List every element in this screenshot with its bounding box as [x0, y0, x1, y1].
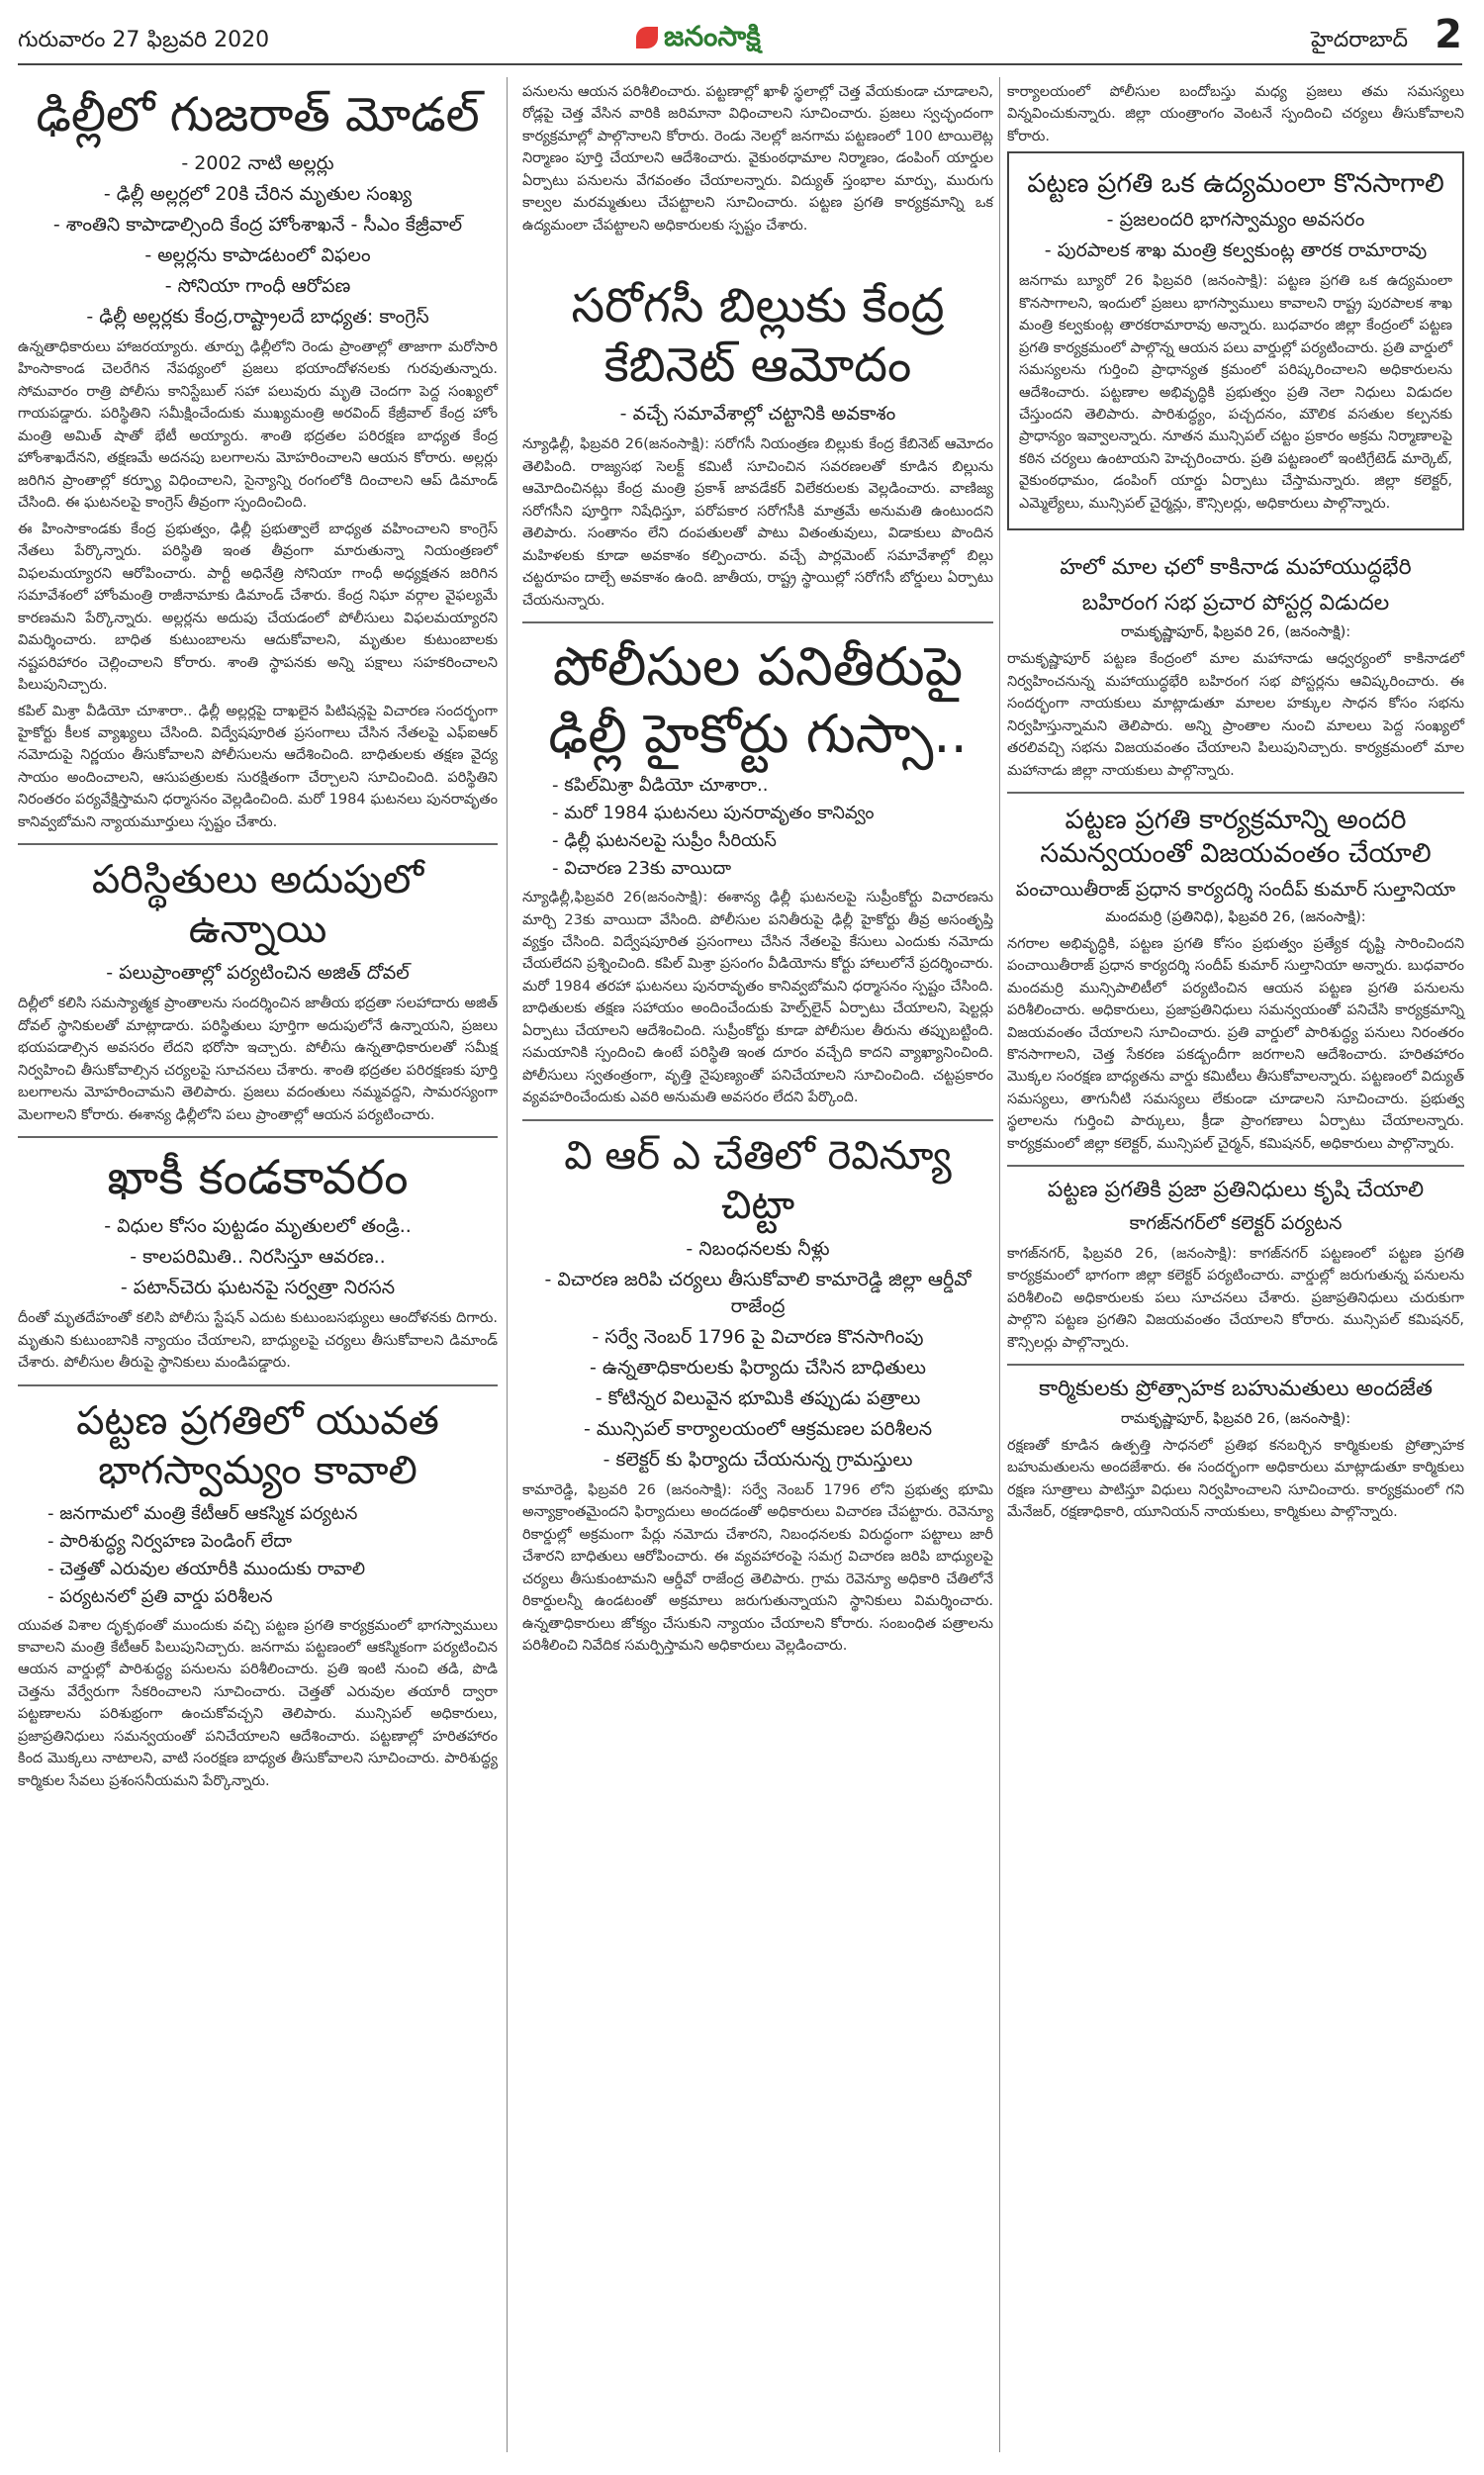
headline-pattana-pragathi-movement: పట్టణ ప్రగతి ఒక ఉద్యమంలా కొనసాగాలి: [1027, 168, 1444, 200]
divider: [18, 1384, 498, 1386]
kicker: - పురపాలక శాఖ మంత్రి కల్వకుంట్ల తారక రామారావు: [1044, 239, 1428, 262]
kicker: - సర్వే నెంబర్ 1796 పై విచారణ కొనసాగింపు: [592, 1325, 924, 1348]
divider: [1007, 1165, 1464, 1167]
kicker: - చెత్తతో ఎరువుల తయారీకి ముందుకు రావాలి: [47, 1558, 366, 1579]
headline-youth-participation: పట్టణ ప్రగతిలో యువత భాగస్వామ్యం కావాలి: [76, 1397, 439, 1493]
kicker: - కాలపరిమితి.. నిరసిస్తూ ఆవరణ..: [130, 1246, 386, 1269]
article-body: ఉన్నతాధికారులు హాజరయ్యారు. తూర్పు ఢిల్లీలోని రెండు ప్రాంతాల్లో తాజాగా మరోసారి హింసాకాండ చెలరేగిన నేపథ్యంలో ప్రజలు భయాందోళనలకు గురవుతున్నారు. సోమవారం రాత్రి పోలీసు కానిస్టేబుల్ సహా పలువురు మృతి చెందగా పెద్ద సంఖ్యలో గాయపడ్డారు. పరిస్థితిని సమీక్షించేందుకు ముఖ్యమంత్రి అరవింద్ కేజ్రీవాల్ కేంద్ర హోం మంత్రి అమిత్ షాతో భేటీ అయ్యారు. శాంతి భద్రతల పరిరక్షణ బాధ్యత కేంద్ర హోంశాఖదేనని, తక్షణమే అదనపు బలగాలను మోహరించాలని ఆయన కోరారు. అల్లర్లు జరిగిన ప్రాంతాల్లో కర్ఫ్యూ విధించాలని, సైన్యాన్ని రంగంలోకి దించాలని ఆప్ డిమాండ్ చేసింది. ఈ ఘటనలపై కాంగ్రెస్ తీవ్రంగా స్పందించింది.: [18, 339, 498, 512]
article-body: న్యూఢిల్లీ, ఫిబ్రవరి 26(జనంసాక్షి): సరోగసీ నియంత్రణ బిల్లుకు కేంద్ర కేబినెట్ ఆమోదం తెలిపింది. రాజ్యసభ సెలక్ట్ కమిటీ సూచించిన సవరణలతో కూడిన బిల్లును ఆమోదించినట్లు కేంద్ర మంత్రి ప్రకాశ్ జావడేకర్ విలేకరులకు వెల్లడించారు. వాణిజ్య సరోగసీని పూర్తిగా నిషేధిస్తూ, పరోపకార సరోగసీకి మాత్రమే అనుమతి ఉంటుందని తెలిపారు. సంతానం లేని దంపతులతో పాటు వితంతువులు, విడాకులు పొందిన మహిళలకు కూడా అవకాశం కల్పించారు. వచ్చే పార్లమెంట్ సమావేశాల్లో బిల్లు చట్టరూపం దాల్చే అవకాశం ఉంది. జాతీయ, రాష్ట్ర స్థాయిల్లో సరోగసీ బోర్డులు ఏర్పాటు చేయనున్నారు.: [522, 436, 993, 609]
dateline: మందమర్రి (ప్రతినిధి), ఫిబ్రవరి 26, (జనంసాక్షి):: [1105, 908, 1366, 925]
kicker: - మరో 1984 ఘటనలు పునరావృతం కానివ్వం: [552, 803, 875, 824]
subheadline-posters: బహిరంగ సభ ప్రచార పోస్టర్ల విడుదల: [1081, 590, 1390, 616]
headline-khaki: ఖాకీ కండకావరం: [107, 1150, 409, 1206]
kicker: - ఢిల్లీ అల్లర్లలో 20కి చేరిన మృతుల సంఖ్య: [103, 183, 413, 205]
divider: [1007, 792, 1464, 794]
kicker: - అల్లర్లను కాపాడటంలో విఫలం: [144, 244, 371, 266]
article-body: యువత విశాల దృక్పథంతో ముందుకు వచ్చి పట్టణ ప్రగతి కార్యక్రమంలో భాగస్వాములు కావాలని మంత్రి కేటీఆర్ పిలుపునిచ్చారు. జనగామ పట్టణంలో ఆకస్మికంగా పర్యటించిన ఆయన వార్డుల్లో పారిశుద్ధ్య పనులను పరిశీలించారు. ప్రతి ఇంటి నుంచి తడి, పొడి చెత్తను వేర్వేరుగా సేకరించాలని సూచించారు. చెత్తతో ఎరువుల తయారీ ద్వారా పట్టణాలను పరిశుభ్రంగా ఉంచుకోవచ్చని తెలిపారు. మున్సిపల్ అధికారులు, ప్రజాప్రతినిధులు సమన్వయంతో పనిచేయాలని ఆదేశించారు. పట్టణాల్లో హరితహారం కింద మొక్కలు నాటాలని, వాటి సంరక్షణ బాధ్యత తీసుకోవాలని సూచించారు. పారిశుద్ధ్య కార్మికుల సేవలు ప్రశంసనీయమని పేర్కొన్నారు.: [18, 1617, 498, 1789]
article-body: రామకృష్ణాపూర్ పట్టణ కేంద్రంలో మాల మహానాడు ఆధ్వర్యంలో కాకినాడలో నిర్వహించనున్న మహాయుద్ధభేరి బహిరంగ సభ పోస్టర్లను ఆవిష్కరించారు. ఈ సందర్భంగా నాయకులు మాట్లాడుతూ మాలల హక్కుల సాధన కోసం సభను నిర్వహిస్తున్నామని తెలిపారు. అన్ని ప్రాంతాల నుంచి మాలలు పెద్ద సంఖ్యలో తరలివచ్చి సభను విజయవంతం చేయాలని పిలుపునిచ్చారు. కార్యక్రమంలో మాల మహానాడు జిల్లా నాయకులు పాల్గొన్నారు.: [1007, 651, 1464, 779]
kicker: - 2002 నాటి అల్లర్లు: [181, 152, 334, 174]
headline-public-representatives: పట్టణ ప్రగతికి ప్రజా ప్రతినిధులు కృషి చేయాలి: [1047, 1178, 1425, 1203]
leaf-logo-icon: [636, 27, 658, 48]
column-2: [522, 77, 993, 1661]
kicker: - మున్సిపల్ కార్యాలయంలో ఆక్రమణల పరిశీలన: [583, 1417, 933, 1440]
issue-date: గురువారం 27 ఫిబ్రవరి 2020: [18, 28, 270, 52]
headline-mala-kakinada: హలో మాల ఛలో కాకినాడ మహాయుద్ధభేరి: [1060, 555, 1412, 581]
page-number: 2: [1435, 12, 1462, 57]
kicker: - ఢిల్లీ అల్లర్లకు కేంద్ర,రాష్ట్రాలదే బాధ్యత: కాంగ్రెస్: [86, 306, 429, 328]
article-body: న్యూఢిల్లీ,ఫిబ్రవరి 26(జనంసాక్షి): ఈశాన్య ఢిల్లీ ఘటనలపై సుప్రీంకోర్టు విచారణను మార్చి 23కు వాయిదా వేసింది. పోలీసుల పనితీరుపై ఢిల్లీ హైకోర్టు తీవ్ర అసంతృప్తి వ్యక్తం చేసింది. విద్వేషపూరిత ప్రసంగాలు చేసిన నేతలపై కేసులు ఎందుకు నమోదు చేయలేదని ప్రశ్నించింది. కపిల్ మిశ్రా ప్రసంగం వీడియోను కోర్టు హాలులోనే ప్రదర్శించారు. మరో 1984 తరహా ఘటనలు పునరావృతం కానివ్వబోమని ధర్మాసనం స్పష్టం చేసింది. బాధితులకు తక్షణ సహాయం అందించేందుకు హెల్ప్‌లైన్ ఏర్పాటు చేయాలని, షెల్టర్లు ఏర్పాటు చేయాలని ఆదేశించింది. సుప్రీంకోర్టు కూడా పోలీసుల తీరును తప్పుబట్టింది. సమయానికి స్పందించి ఉంటే పరిస్థితి ఇంత దూరం వచ్చేది కాదని వ్యాఖ్యానించింది. పోలీసులు స్వతంత్రంగా, వృత్తి నైపుణ్యంతో పనిచేయాలని సూచించింది. చట్టప్రకారం వ్యవహరించేందుకు ఎవరి అనుమతి అవసరం లేదని పేర్కొంది.: [522, 890, 993, 1106]
kicker: - విధుల కోసం పుట్టడం మృతులలో తండ్రి..: [104, 1215, 412, 1238]
article-box: [1007, 151, 1464, 530]
headline-high-court: పోలీసుల పనితీరుపై ఢిల్లీ హైకోర్టు గుస్సా..: [548, 635, 968, 765]
divider: [522, 1119, 993, 1121]
article-body: దిల్లీలో కలిసి సమస్యాత్మక ప్రాంతాలను సందర్శించిన జాతీయ భద్రతా సలహాదారు అజిత్ దోవల్ స్థానికులతో మాట్లాడారు. పరిస్థితులు పూర్తిగా అదుపులోనే ఉన్నాయని, ప్రజలు భయపడాల్సిన అవసరం లేదని భరోసా ఇచ్చారు. పోలీసు ఉన్నతాధికారులతో సమీక్ష నిర్వహించి తీసుకోవాల్సిన చర్యలపై సూచనలు చేశారు. శాంతి భద్రతల పరిరక్షణకు పూర్తి బలగాలను మోహరించామని తెలిపారు. ప్రజలు వదంతులు నమ్మవద్దని, సామరస్యంగా మెలగాలని కోరారు. ఈశాన్య ఢిల్లీలోని పలు ప్రాంతాల్లో ఆయన పర్యటించారు.: [18, 996, 498, 1123]
article-body: కాగజ్‌నగర్, ఫిబ్రవరి 26, (జనంసాక్షి): కాగజ్‌నగర్ పట్టణంలో పట్టణ ప్రగతి కార్యక్రమంలో భాగంగా జిల్లా కలెక్టర్ పర్యటించారు. వార్డుల్లో జరుగుతున్న పనులను పరిశీలించి అధికారులకు పలు సూచనలు చేశారు. ప్రజాప్రతినిధులు చురుకుగా పాల్గొని పట్టణ ప్రగతిని విజయవంతం చేయాలని కోరారు. మున్సిపల్ కమిషనర్, కౌన్సిలర్లు పాల్గొన్నారు.: [1007, 1245, 1464, 1351]
kicker: - విచారణ 23కు వాయిదా: [552, 858, 732, 880]
edition-city: [1311, 28, 1429, 57]
kicker: - శాంతిని కాపాడాల్సింది కేంద్ర హోంశాఖనే - సీఎం కేజ్రీవాల్: [52, 214, 463, 236]
kicker: - నిబంధనలకు నీళ్లు: [686, 1237, 830, 1260]
article-body: కామారెడ్డి, ఫిబ్రవరి 26 (జనంసాక్షి): సర్వే నెంబర్ 1796 లోని ప్రభుత్వ భూమి అన్యాక్రాంతమైందని ఫిర్యాదులు అందడంతో అధికారులు విచారణ చేపట్టారు. రెవెన్యూ రికార్డుల్లో అక్రమంగా పేర్లు నమోదు చేశారని, నిబంధనలకు విరుద్ధంగా పట్టాలు జారీ చేశారని బాధితులు ఆరోపించారు. ఈ వ్యవహారంపై సమగ్ర విచారణ జరిపి బాధ్యులపై చర్యలు తీసుకుంటామని ఆర్డీవో రాజేంద్ర తెలిపారు. గ్రామ రెవెన్యూ అధికారి చేతిలోనే రికార్డులన్నీ ఉండటంతో అక్రమాలు జరుగుతున్నాయని స్థానికులు విమర్శించారు. ఉన్నతాధికారులు జోక్యం చేసుకుని న్యాయం చేయాలని కోరారు. సంబంధిత పత్రాలను పరిశీలించి నివేదిక సమర్పిస్తామని అధికారులు వెల్లడించారు.: [522, 1481, 993, 1654]
kicker: - కోటిన్నర విలువైన భూమికి తప్పుడు పత్రాలు: [595, 1386, 921, 1409]
kicker: - ఉన్నతాధికారులకు ఫిర్యాదు చేసిన బాధితులు: [590, 1356, 926, 1379]
headline-situation-under-control: పరిస్థితులు అదుపులో ఉన్నాయి: [91, 857, 424, 953]
column-3: [1007, 77, 1464, 1528]
divider: [522, 621, 993, 623]
kicker: - కపిల్‌మిశ్రా వీడియో చూశారా..: [552, 775, 769, 797]
article-body: పనులను ఆయన పరిశీలించారు. పట్టణాల్లో ఖాళీ స్థలాల్లో చెత్త వేయకుండా చూడాలని, రోడ్లపై చెత్త వేసిన వారికి జరిమానా విధించాలని సూచించారు. ప్రజలు స్వచ్ఛందంగా కార్యక్రమాల్లో పాల్గొనాలని కోరారు. రెండు నెలల్లో జనగామ పట్టణంలో 100 టాయిలెట్ల నిర్మాణం పూర్తి చేయాలని ఆదేశించారు. వైకుంఠధామాల నిర్మాణం, డంపింగ్ యార్డుల ఏర్పాటు పనులను వేగవంతం చేయాలన్నారు. విద్యుత్ స్తంభాల మార్పు, మురుగు కాల్వల మరమ్మతులు చేపట్టాలని సూచించారు. పట్టణ ప్రగతి కార్యక్రమాన్ని ఒక ఉద్యమంలా చేపట్టాలని అధికారులకు స్పష్టం చేశారు.: [522, 84, 993, 234]
article-body: దీంతో మృతదేహంతో కలిసి పోలీసు స్టేషన్ ఎదుట కుటుంబసభ్యులు ఆందోళనకు దిగారు. మృతుని కుటుంబానికి న్యాయం చేయాలని, బాధ్యులపై చర్యలు తీసుకోవాలని డిమాండ్ చేశారు. పోలీసుల తీరుపై స్థానికులు మండిపడ్డారు.: [18, 1310, 498, 1372]
kicker: - పర్యటనలో ప్రతి వార్డు పరిశీలన: [47, 1585, 273, 1607]
kicker: - వచ్చే సమావేశాల్లో చట్టానికి అవకాశం: [619, 403, 896, 426]
masthead: [18, 8, 1462, 65]
headline-coordination: పట్టణ ప్రగతి కార్యక్రమాన్ని అందరి సమన్వయంతో విజయవంతం చేయాలి: [1040, 805, 1432, 869]
column-rule: [999, 77, 1000, 2452]
column-rule: [507, 77, 508, 2452]
kicker: - పలుప్రాంతాల్లో పర్యటించిన అజిత్ దోవల్: [106, 962, 410, 985]
kicker: - కలెక్టర్ కు ఫిర్యాదు చేయనున్న గ్రామస్తులు: [603, 1448, 913, 1471]
kicker: - విచారణ జరిపి చర్యలు తీసుకోవాలి కామారెడ్డి జిల్లా ఆర్డీవో రాజేంద్ర: [544, 1268, 972, 1317]
kicker: - పారిశుద్ధ్య నిర్వహణ పెండింగ్ లేదా: [47, 1530, 293, 1552]
divider: [18, 843, 498, 845]
kicker: - ఢిల్లీ ఘటనలపై సుప్రీం సీరియస్: [552, 830, 777, 852]
kicker: - జనగామలో మంత్రి కేటీఆర్ ఆకస్మిక పర్యటన: [47, 1502, 358, 1524]
kicker: - పటాన్‌చెరు ఘటనపై సర్వత్రా నిరసన: [120, 1277, 396, 1299]
article-body: రక్షణతో కూడిన ఉత్పత్తి సాధనలో ప్రతిభ కనబర్చిన కార్మికులకు ప్రోత్సాహక బహుమతులను అందజేశారు. ఈ సందర్భంగా అధికారులు మాట్లాడుతూ కార్మికులు రక్షణ సూత్రాలు పాటిస్తూ విధులు నిర్వహించాలని సూచించారు. కార్యక్రమంలో గని మేనేజర్, రక్షణాధికారి, యూనియన్ నాయకులు, కార్మికులు పాల్గొన్నారు.: [1007, 1437, 1464, 1521]
article-body: కార్యాలయంలో పోలీసుల బందోబస్తు మధ్య ప్రజలు తమ సమస్యలు విన్నవించుకున్నారు. జిల్లా యంత్రాంగం వెంటనే స్పందించి చర్యలు తీసుకోవాలని కోరారు.: [1007, 84, 1464, 144]
kicker: - ప్రజలందరి భాగస్వామ్యం అవసరం: [1106, 209, 1365, 232]
article-body: నగరాల అభివృద్ధికి, పట్టణ ప్రగతి కోసం ప్రభుత్వం ప్రత్యేక దృష్టి సారించిందని పంచాయితీరాజ్ ప్రధాన కార్యదర్శి సందీప్ కుమార్ సుల్తానియా అన్నారు. బుధవారం మందమర్రి మున్సిపాలిటీలో పర్యటించిన ఆయన పట్టణ ప్రగతి పనులను పరిశీలించారు. అధికారులు, ప్రజాప్రతినిధులు సమన్వయంతో పనిచేసి కార్యక్రమాన్ని విజయవంతం చేయాలని సూచించారు. ప్రతి వార్డులో పారిశుద్ధ్య పనులు నిరంతరం కొనసాగాలని, చెత్త సేకరణ పకడ్బందీగా జరగాలని ఆదేశించారు. హరితహారం మొక్కల సంరక్షణ బాధ్యతను వార్డు కమిటీలు తీసుకోవాలన్నారు. పట్టణంలో విద్యుత్ సమస్యలు, తాగునీటి సమస్యలు లేకుండా చూడాలని సూచించారు. ప్రభుత్వ స్థలాలను గుర్తించి పార్కులు, క్రీడా ప్రాంగణాలు ఏర్పాటు చేయాలన్నారు. కార్యక్రమంలో జిల్లా కలెక్టర్, మున్సిపల్ చైర్మన్, కమిషనర్, అధికారులు పాల్గొన్నారు.: [1007, 935, 1464, 1152]
headline-revenue-records: వి ఆర్ ఎ చేతిలో రెవిన్యూ చిట్టా: [564, 1132, 952, 1228]
headline-surrogacy-bill: సరోగసీ బిల్లుకు కేంద్ర కేబినెట్ ఆమోదం: [571, 278, 945, 394]
headline-worker-awards: కార్మికులకు ప్రోత్సాహక బహుమతులు అందజేత: [1038, 1377, 1434, 1402]
divider: [18, 1136, 498, 1138]
article-body: జనగామ బ్యూరో 26 ఫిబ్రవరి (జనంసాక్షి): పట్టణ ప్రగతి ఒక ఉద్యమంలా కొనసాగాలని, ఇందులో ప్రజలు భాగస్వాములు కావాలని రాష్ట్ర పురపాలక శాఖ మంత్రి కల్వకుంట్ల తారకరామారావు అన్నారు. బుధవారం జిల్లా కేంద్రంలో పట్టణ ప్రగతి కార్యక్రమంలో పాల్గొన్న ఆయన పలు వార్డుల్లో పర్యటించారు. ప్రతి వార్డులో సమస్యలను గుర్తించి ప్రాధాన్యత క్రమంలో పరిష్కరించాలని అధికారులను ఆదేశించారు. పట్టణాల అభివృద్ధికి ప్రభుత్వం ప్రతి నెలా నిధులు విడుదల చేస్తుందని తెలిపారు. పారిశుద్ధ్యం, పచ్చదనం, మౌలిక వసతుల కల్పనకు ప్రాధాన్యం ఇవ్వాలన్నారు. నూతన మున్సిపల్ చట్టం ప్రకారం అక్రమ నిర్మాణాలపై కఠిన చర్యలు ఉంటాయని హెచ్చరించారు. ప్రతి పట్టణంలో ఇంటిగ్రేటెడ్ మార్కెట్, వైకుంఠధామం, డంపింగ్ యార్డు ఏర్పాటు చేస్తామన్నారు. జిల్లా కలెక్టర్, ఎమ్మెల్యేలు, మున్సిపల్ చైర్మన్లు, కౌన్సిలర్లు, అధికారులు పాల్గొన్నారు.: [1019, 273, 1452, 512]
logo-text: జనంసాక్షి: [664, 20, 761, 52]
dateline: రామకృష్ణాపూర్, ఫిబ్రవరి 26, (జనంసాక్షి):: [1120, 1410, 1351, 1427]
kicker: పంచాయితీరాజ్ ప్రధాన కార్యదర్శి సందీప్ కుమార్ సుల్తానియా: [1015, 878, 1456, 901]
newspaper-logo: [636, 20, 761, 59]
column-1: [18, 77, 498, 1796]
article-body: కపిల్ మిశ్రా వీడియో చూశారా.. ఢిల్లీ అల్లర్లపై దాఖలైన పిటిషన్లపై విచారణ సందర్భంగా హైకోర్టు కీలక వ్యాఖ్యలు చేసింది. విద్వేషపూరిత ప్రసంగాలు చేసిన నేతలపై ఎఫ్ఐఆర్ నమోదుపై నిర్ణయం తీసుకోవాలని పోలీసులను ఆదేశించింది. బాధితులకు తక్షణ వైద్య సాయం అందించాలని, ఆసుపత్రులకు సురక్షితంగా చేర్చాలని సూచించింది. పరిస్థితిని నిరంతరం పర్యవేక్షిస్తామని ధర్మాసనం వెల్లడించింది. మరో 1984 ఘటనలు పునరావృతం కానివ్వబోమని న్యాయమూర్తులు స్పష్టం చేశారు.: [18, 703, 498, 830]
kicker: - సోనియా గాంధీ ఆరోపణ: [164, 275, 351, 297]
city-name: హైదరాబాద్: [1311, 28, 1409, 52]
divider: [1007, 1364, 1464, 1366]
headline-gujarat-model: ఢిల్లీలో గుజరాత్ మోడల్: [36, 87, 480, 143]
dateline: రామకృష్ణాపూర్, ఫిబ్రవరి 26, (జనంసాక్షి):: [1120, 624, 1351, 641]
kicker: కాగజ్‌నగర్‌లో కలెక్టర్ పర్యటన: [1129, 1211, 1343, 1234]
article-body: ఈ హింసాకాండకు కేంద్ర ప్రభుత్వం, ఢిల్లీ ప్రభుత్వాలే బాధ్యత వహించాలని కాంగ్రెస్ నేతలు పేర్కొన్నారు. పరిస్థితి ఇంత తీవ్రంగా మారుతున్నా నియంత్రణలో విఫలమయ్యారని ఆరోపించారు. పార్టీ అధినేత్రి సోనియా గాంధీ అధ్యక్షతన జరిగిన సమావేశంలో హోంమంత్రి రాజీనామాకు డిమాండ్ చేశారు. కేంద్ర నిఘా వర్గాల వైఫల్యమే కారణమని పేర్కొన్నారు. అల్లర్లను అదుపు చేయడంలో పోలీసులు విఫలమయ్యారని విమర్శించారు. బాధిత కుటుంబాలను ఆదుకోవాలని, మృతుల కుటుంబాలకు నష్టపరిహారం చెల్లించాలని కోరారు. శాంతి స్థాపనకు అన్ని పక్షాలు సహకరించాలని పిలుపునిచ్చారు.: [18, 521, 498, 694]
